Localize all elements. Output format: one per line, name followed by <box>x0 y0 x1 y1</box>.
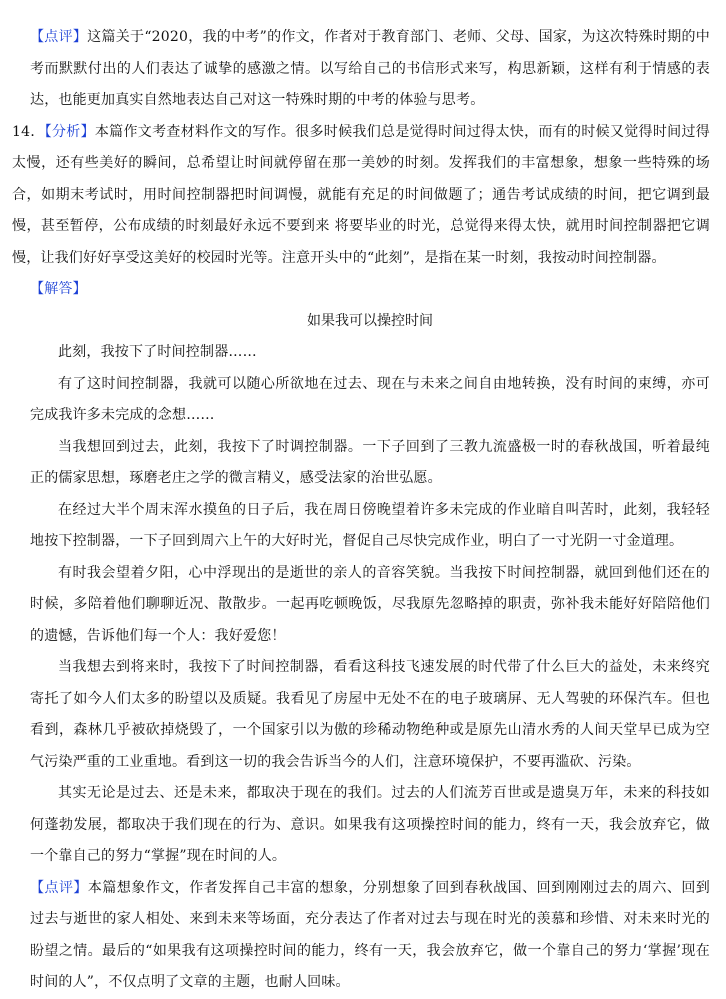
comment-tag: 【点评】 <box>30 29 88 45</box>
essay-paragraph: 其实无论是过去、还是未来，都取决于现在的我们。过去的人们流芳百世或是遗臭万年，未来的科技如何蓬勃发展，都取决于我们现在的行为、意识。如果我有这项操控时间的能力，终有一天，我会放弃它，做一个靠自己的努力“掌握”现在时间的人。 <box>30 785 710 864</box>
comment-paragraph-2 <box>30 873 710 999</box>
essay-paragraph: 此刻，我按下了时间控制器…… <box>58 344 257 360</box>
question-14-analysis <box>12 117 710 275</box>
analysis-tag: 【分析】 <box>44 123 95 140</box>
essay-title: 如果我可以操控时间 <box>307 312 433 329</box>
essay-paragraph: 在经过大半个周末浑水摸鱼的日子后，我在周日傍晚望着许多未完成的作业暗自叫苦时，此刻，我轻轻地按下控制器，一下子回到周六上午的大好时光，督促自己尽快完成作业，明白了一寸光阴一寸金道理。 <box>30 501 710 549</box>
question-number: 14． <box>12 123 45 140</box>
document-page <box>12 22 710 999</box>
essay-paragraph: 当我想回到过去，此刻，我按下了时调控制器。一下子回到了三教九流盛极一时的春秋战国，听着最纯正的儒家思想，琢磨老庄之学的微言精义，感受法家的治世弘愿。 <box>30 438 710 486</box>
essay-paragraph: 有时我会望着夕阳，心中浮现出的是逝世的亲人的音容笑貌。当我按下时间控制器，就回到他们还在的时候，多陪着他们聊聊近况、散散步。一起再吃顿晚饭，尽我原先忽略掉的职责，弥补我未能好好陪陪他们的遗憾，告诉他们每一个人：我好爱您！ <box>30 564 710 644</box>
comment-tag: 【点评】 <box>30 879 88 896</box>
essay-paragraph: 有了这时间控制器，我就可以随心所欲地在过去、现在与未来之间自由地转换，没有时间的束缚，亦可完成我许多未完成的念想…… <box>30 375 710 423</box>
answer-tag: 【解答】 <box>30 281 87 297</box>
answer-tag-line <box>30 274 710 306</box>
comment-text: 本篇想象作文，作者发挥自己丰富的想象，分别想象了回到春秋战国、回到刚刚过去的周六、回到过去与逝世的家人相处、来到未来等场面，充分表达了作者对过去与现在时光的羡慕和珍惜、对未来时光的盼望之情。最后的“如果我有这项操控时间的能力，终有一天，我会放弃它，做一个靠自己的努力‘掌握’现在时间的人”，不仅点明了文章的主题，也耐人回味。 <box>30 879 710 990</box>
comment-text: 这篇关于“2020，我的中考”的作文，作者对于教育部门、老师、父母、国家，为这次特殊时期的中考而默默付出的人们表达了诚挚的感激之情。以写给自己的书信形式来写，构思新颖，这样有利于情感的表达，也能更加真实自然地表达自己对这一特殊时期的中考的体验与思考。 <box>30 29 710 108</box>
comment-paragraph-1 <box>30 22 710 117</box>
analysis-text: 本篇作文考查材料作文的写作。很多时候我们总是觉得时间过得太快，而有的时候又觉得时间过得太慢，还有些美好的瞬间，总希望让时间就停留在那一美妙的时刻。发挥我们的丰富想象，想象一些特殊的场合，如期末考试时，用时间控制器把时间调慢，就能有充足的时间做题了；通告考试成绩的时间，把它调到最慢，甚至暂停，公布成绩的时刻最好永远不要到来 将要毕业的时光，总觉得来得太快，就用时间控制器把它调慢，让我们好好享受这美好的校园时光等。注意开头中的“此刻”，是指在某一时刻，我按动时间控制器。 <box>12 123 710 266</box>
essay-paragraph: 当我想去到将来时，我按下了时间控制器，看看这科技飞速发展的时代带了什么巨大的益处，未来终究寄托了如今人们太多的盼望以及质疑。我看见了房屋中无处不在的电子玻璃屏、无人驾驶的环保汽车。但也看到，森林几乎被砍掉烧毁了，一个国家引以为傲的珍稀动物绝种或是原先山清水秀的人间天堂早已成为空气污染严重的工业重地。看到这一切的我会告诉当今的人们，注意环境保护，不要再滥砍、污染。 <box>30 659 710 770</box>
